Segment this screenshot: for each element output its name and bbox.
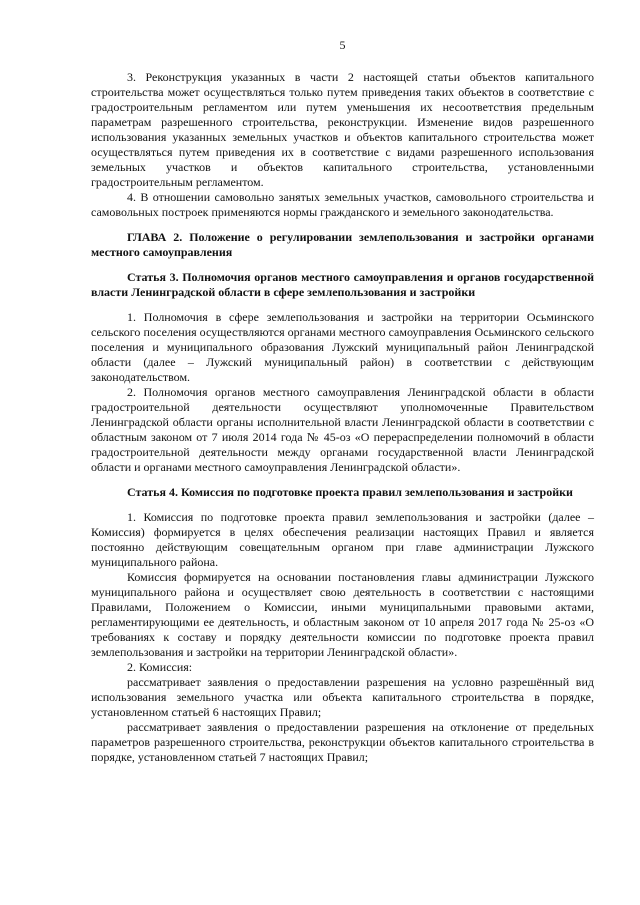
article-3-paragraph-2: 2. Полномочия органов местного самоуправления Ленинградской области в области градостроительной деятельности осуществляют уполномоченные Правительством Ленинградской области органы исполнительной власти Ленинградской области в соответствии с областным законом от 7 июля 2014 года № 45-оз «О перераспределении полномочий в области градостроительной деятельности между органами государственной власти Ленинградской области и органами местного самоуправления Ленинградской области». [91,385,594,474]
article-4-paragraph-1-cont: Комиссия формируется на основании постановления главы администрации Лужского муниципального района и осуществляет свою деятельность в соответствии с настоящими Правилами, Положением о Комиссии, иными муниципальными правовыми актами, регламентирующими ее деятельность, и областным законом от 10 апреля 2017 года № 25-оз «О требованиях к составу и порядку деятельности комиссии по подготовке проекта правил землепользования и застройки на территории Ленинградской области». [91,570,594,659]
article-4-paragraph-2: 2. Комиссия: [127,660,193,674]
commission-duty-2: рассматривает заявления о предоставлении разрешения на отклонение от предельных параметров разрешенного строительства, реконструкции объектов капитального строительства в порядке, установленном статьей 7 настоящих Правил; [91,720,594,764]
article-3-heading: Статья 3. Полномочия органов местного самоуправления и органов государственной власти Ленинградской области в сфере землепользования и застройки [91,270,594,299]
document-page [91,0,594,765]
chapter-2-heading: ГЛАВА 2. Положение о регулировании землепользования и застройки органами местного самоуправления [91,230,594,259]
article-4-paragraph-1: 1. Комиссия по подготовке проекта правил землепользования и застройки (далее – Комиссия) формируется в целях обеспечения реализации настоящих Правил и является постоянно действующим совещательным органом при главе администрации Лужского муниципального района. [91,510,594,569]
article-4-heading: Статья 4. Комиссия по подготовке проекта правил землепользования и застройки [127,485,573,499]
paragraph-3-reconstruction: 3. Реконструкция указанных в части 2 настоящей статьи объектов капитального строительства может осуществляться только путем приведения таких объектов в соответствие с градостроительным регламентом или путем уменьшения их несоответствия предельным параметрам разрешенного строительства, реконструкции. Изменение видов разрешенного использования указанных земельных участков и объектов капитального строительства может осуществляться путем приведения их в соответствие с видами разрешенного использования земельных участков и объектов капитального строительства, установленными градостроительным регламентом. [91,70,594,189]
paragraph-4-unauthorized: 4. В отношении самовольно занятых земельных участков, самовольного строительства и самовольных построек применяются нормы гражданского и земельного законодательства. [91,190,594,219]
article-3-paragraph-1: 1. Полномочия в сфере землепользования и застройки на территории Осьминского сельского поселения осуществляются органами местного самоуправления Осьминского сельского поселения и муниципального образования Лужский муниципальный район Ленинградской области (далее – Лужский муниципальный район) в соответствии с действующим законодательством. [91,310,594,384]
commission-duty-1: рассматривает заявления о предоставлении разрешения на условно разрешённый вид использования земельного участка или объекта капитального строительства в порядке, установленном статьей 6 настоящих Правил; [91,675,594,719]
page-number: 5 [339,38,346,52]
